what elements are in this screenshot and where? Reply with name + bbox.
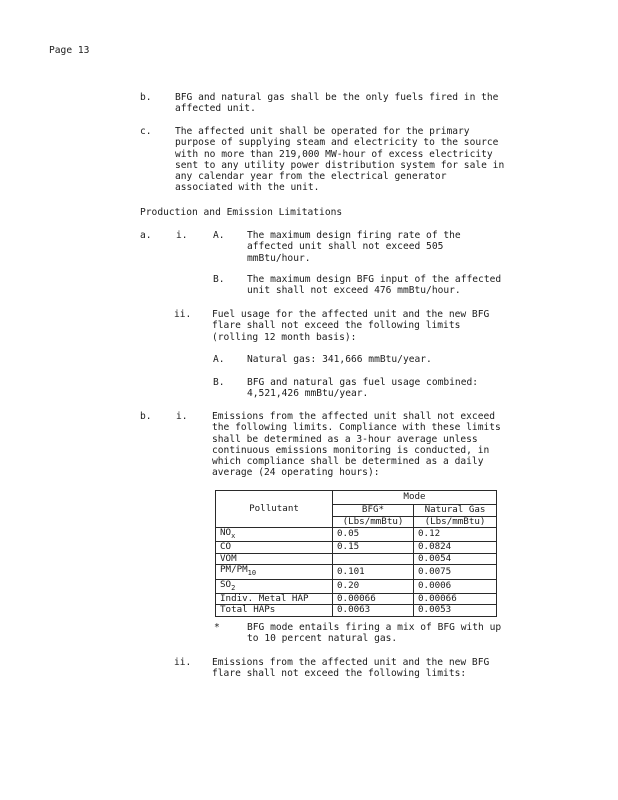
table-row bbox=[216, 593, 497, 605]
bfg-cell: 0.0063 bbox=[333, 605, 414, 617]
prod-iA-marker: A. bbox=[213, 230, 225, 241]
ng-cell: 0.00066 bbox=[414, 593, 497, 605]
table-row bbox=[216, 605, 497, 617]
prod-iB-text: The maximum design BFG input of the affected unit shall not exceed 476 mmBtu/hour. bbox=[247, 274, 502, 297]
emis-ii-text: Emissions from the affected unit and the new BFG flare shall not exceed the following limits: bbox=[212, 657, 490, 680]
emis-ii-marker: ii. bbox=[174, 657, 192, 668]
bfg-cell: 0.05 bbox=[333, 528, 414, 542]
col-header-bfg: BFG* bbox=[333, 505, 414, 517]
prod-iiB-marker: B. bbox=[213, 377, 225, 388]
pollutant-cell: Total HAPs bbox=[216, 605, 333, 617]
prod-ii-marker: ii. bbox=[174, 309, 192, 320]
bfg-cell: 0.00066 bbox=[333, 593, 414, 605]
table-row bbox=[216, 528, 497, 542]
table-row bbox=[216, 553, 497, 565]
table-header-row bbox=[216, 491, 497, 505]
ng-cell: 0.0053 bbox=[414, 605, 497, 617]
prod-iA-text: The maximum design firing rate of the affected unit shall not exceed 505 mmBtu/hour. bbox=[247, 230, 461, 264]
emis-i-text: Emissions from the affected unit shall not exceed the following limits. Compliance with these limits shall be determined as a 3-hour average unless continuous emissions monitoring is conducted, in which compliance shall be determined as a daily average (24 operating hours): bbox=[212, 411, 501, 479]
col-unit-natural-gas: (Lbs/mmBtu) bbox=[414, 516, 497, 528]
pollutant-cell: VOM bbox=[216, 553, 333, 565]
pollutant-cell: CO bbox=[216, 542, 333, 554]
ng-cell: 0.0075 bbox=[414, 565, 497, 579]
pollutant-cell: Indiv. Metal HAP bbox=[216, 593, 333, 605]
item-c-marker: c. bbox=[140, 126, 152, 137]
prod-iiA-marker: A. bbox=[213, 354, 225, 365]
col-header-pollutant: Pollutant bbox=[216, 491, 333, 528]
footnote-marker: * bbox=[214, 622, 220, 633]
bfg-cell bbox=[333, 553, 414, 565]
table-row bbox=[216, 579, 497, 593]
bfg-cell: 0.101 bbox=[333, 565, 414, 579]
ng-cell: 0.0054 bbox=[414, 553, 497, 565]
bfg-cell: 0.20 bbox=[333, 579, 414, 593]
emis-i-marker: i. bbox=[176, 411, 188, 422]
item-b-text: BFG and natural gas shall be the only fuels fired in the affected unit. bbox=[175, 92, 499, 115]
prod-iiA-text: Natural gas: 341,666 mmBtu/year. bbox=[247, 354, 432, 365]
table-row bbox=[216, 542, 497, 554]
prod-ii-text: Fuel usage for the affected unit and the new BFG flare shall not exceed the following limits (rolling 12 month basis): bbox=[212, 309, 490, 343]
prod-iiB-text: BFG and natural gas fuel usage combined: 4,521,426 mmBtu/year. bbox=[247, 377, 479, 400]
pollutant-cell: $NO_x$ bbox=[216, 528, 333, 542]
col-unit-bfg: (Lbs/mmBtu) bbox=[333, 516, 414, 528]
section-heading: Production and Emission Limitations bbox=[140, 207, 343, 218]
col-header-natural-gas: Natural Gas bbox=[414, 505, 497, 517]
table-row bbox=[216, 565, 497, 579]
prod-a-marker: a. bbox=[140, 230, 152, 241]
prod-i-marker: i. bbox=[176, 230, 188, 241]
pollutant-cell: $PM/PM_{10}$ bbox=[216, 565, 333, 579]
mode-header: Mode bbox=[333, 491, 497, 505]
footnote-text: BFG mode entails firing a mix of BFG with up to 10 percent natural gas. bbox=[247, 622, 502, 645]
prod-iB-marker: B. bbox=[213, 274, 225, 285]
ng-cell: 0.0006 bbox=[414, 579, 497, 593]
pollutant-cell: $SO_2$ bbox=[216, 579, 333, 593]
bfg-cell: 0.15 bbox=[333, 542, 414, 554]
ng-cell: 0.12 bbox=[414, 528, 497, 542]
item-c-text: The affected unit shall be operated for the primary purpose of supplying steam and electricity to the source with no more than 219,000 MW-hour of excess electricity sent to any utility power distribution system for sale in any calendar year from the electrical generator associated with the unit. bbox=[175, 126, 505, 194]
ng-cell: 0.0824 bbox=[414, 542, 497, 554]
emission-limits-table bbox=[215, 490, 497, 617]
item-b-marker: b. bbox=[140, 92, 152, 103]
page-number: Page 13 bbox=[49, 45, 90, 56]
emis-b-marker: b. bbox=[140, 411, 152, 422]
